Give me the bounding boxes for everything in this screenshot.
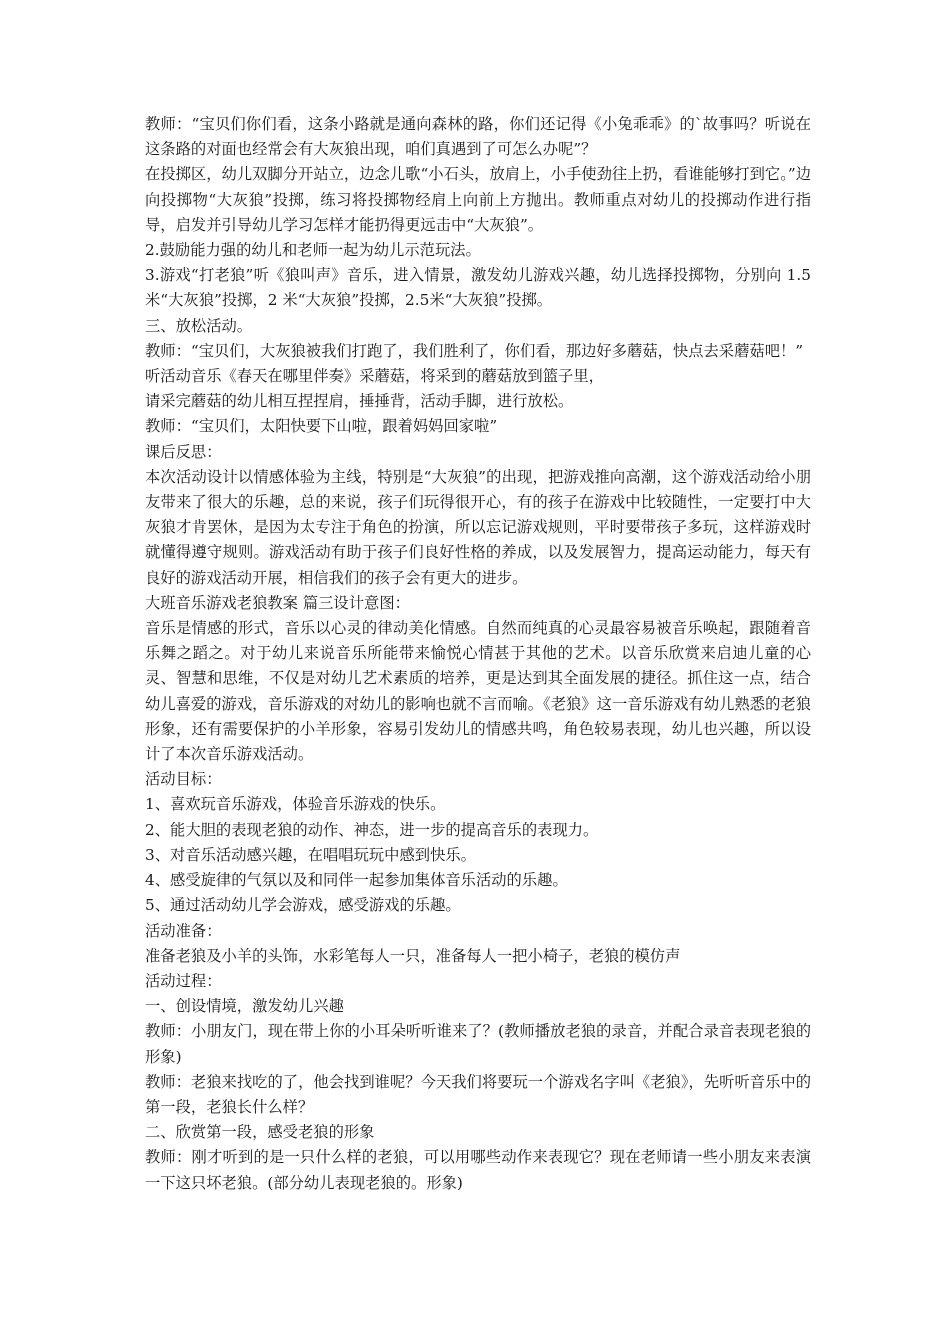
goal-item-5: 5、通过活动幼儿学会游戏，感受游戏的乐趣。 xyxy=(145,896,461,915)
heading-step-two: 二、欣赏第一段，感受老狼的形象 xyxy=(145,1123,375,1142)
heading-step-one: 一、创设情境，激发幼儿兴趣 xyxy=(145,997,344,1016)
paragraph-teacher-intro: 教师：“宝贝们你们看，这条小路就是通向森林的路，你们还记得《小兔乖乖》的`故事吗？听说在这条路的对面也经常会有大灰狼出现，咱们真遇到了可怎么办呢”？ xyxy=(145,115,811,159)
paragraph-teacher-game: 教师：老狼来找吃的了，他会找到谁呢？今天我们将要玩一个游戏名字叫《老狼》，先听听音乐中的第一段，老狼长什么样？ xyxy=(145,1072,811,1116)
paragraph-teacher-victory: 教师：“宝贝们，大灰狼被我们打跑了，我们胜利了，你们看，那边好多蘑菇，快点去采蘑菇吧！” xyxy=(145,341,804,360)
paragraph-step-3: 3.游戏“打老狼”听《狼叫声》音乐，进入情景，激发幼儿游戏兴趣，幼儿选择投掷物，分别向 1.5米“大灰狼”投掷，2 米“大灰狼”投掷，2.5米“大灰狼”投掷。 xyxy=(145,266,811,310)
heading-activity-prep: 活动准备： xyxy=(145,921,222,940)
paragraph-teacher-perform: 教师：刚才听到的是一只什么样的老狼，可以用哪些动作来表现它？现在老师请一些小朋友来表演一下这只坏老狼。(部分幼儿表现老狼的。形象) xyxy=(145,1148,811,1192)
heading-activity-process: 活动过程： xyxy=(145,971,222,990)
heading-reflection: 课后反思： xyxy=(145,442,222,461)
paragraph-throwing-area: 在投掷区，幼儿双脚分开站立，边念儿歌“小石头，放肩上，小手使劲往上扔，看谁能够打到它。”边向投掷物“大灰狼”投掷，练习将投掷物经肩上向前上方抛出。教师重点对幼儿的投掷动作进行指导，启发并引导幼儿学习怎样才能扔得更远击中“大灰狼”。 xyxy=(145,165,811,234)
paragraph-design-intent: 音乐是情感的形式，音乐以心灵的律动美化情感。自然而纯真的心灵最容易被音乐唤起，跟随着音乐舞之蹈之。对于幼儿来说音乐所能带来愉悦心情甚于其他的艺术。以音乐欣赏来启迪儿童的心灵、智慧和思维，不仅是对幼儿艺术素质的培养，更是达到其全面发展的捷径。抓住这一点，结合幼儿喜爱的游戏，音乐游戏的对幼儿的影响也就不言而喻。《老狼》这一音乐游戏有幼儿熟悉的老狼形象，还有需要保护的小羊形象，容易引发幼儿的情感共鸣，角色较易表现，幼儿也兴趣，所以设计了本次音乐游戏活动。 xyxy=(145,619,811,764)
paragraph-step-2: 2.鼓励能力强的幼儿和老师一起为幼儿示范玩法。 xyxy=(145,241,481,260)
paragraph-teacher-listen: 教师：小朋友门，现在带上你的小耳朵听听谁来了？(教师播放老狼的录音，并配合录音表现老狼的形象) xyxy=(145,1022,811,1066)
heading-lesson-three: 大班音乐游戏老狼教案 篇三设计意图： xyxy=(145,593,410,612)
goal-item-4: 4、感受旋律的气氛以及和同伴一起参加集体音乐活动的乐趣。 xyxy=(145,871,568,890)
document-body xyxy=(145,112,811,1196)
goal-item-2: 2、能大胆的表现老狼的动作、神态，进一步的提高音乐的表现力。 xyxy=(145,820,599,839)
paragraph-mushroom-music: 听活动音乐《春天在哪里伴奏》采蘑菇，将采到的蘑菇放到篮子里， xyxy=(145,367,604,386)
heading-relax-activity: 三、放松活动。 xyxy=(145,316,253,335)
paragraph-prep-materials: 准备老狼及小羊的头饰，水彩笔每人一只，准备每人一把小椅子，老狼的模仿声 xyxy=(145,946,681,965)
paragraph-reflection: 本次活动设计以情感体验为主线，特别是“大灰狼”的出现，把游戏推向高潮，这个游戏活动给小朋友带来了很大的乐趣，总的来说，孩子们玩得很开心，有的孩子在游戏中比较随性，一定要打中大灰狼才肯罢休，是因为太专注于角色的扮演，所以忘记游戏规则，平时要带孩子多玩，这样游戏时就懂得遵守规则。游戏活动有助于孩子们良好性格的养成，以及发展智力，提高运动能力，每天有良好的游戏活动开展，相信我们的孩子会有更大的进步。 xyxy=(145,467,811,587)
paragraph-relax-massage: 请采完蘑菇的幼儿相互捏捏肩，捶捶背，活动手脚，进行放松。 xyxy=(145,392,574,411)
goal-item-1: 1、喜欢玩音乐游戏，体验音乐游戏的快乐。 xyxy=(145,795,446,814)
heading-activity-goals: 活动目标： xyxy=(145,770,222,789)
goal-item-3: 3、对音乐活动感兴趣，在唱唱玩玩中感到快乐。 xyxy=(145,845,476,864)
paragraph-teacher-goodbye: 教师：“宝贝们，太阳快要下山啦，跟着妈妈回家啦” xyxy=(145,417,498,436)
